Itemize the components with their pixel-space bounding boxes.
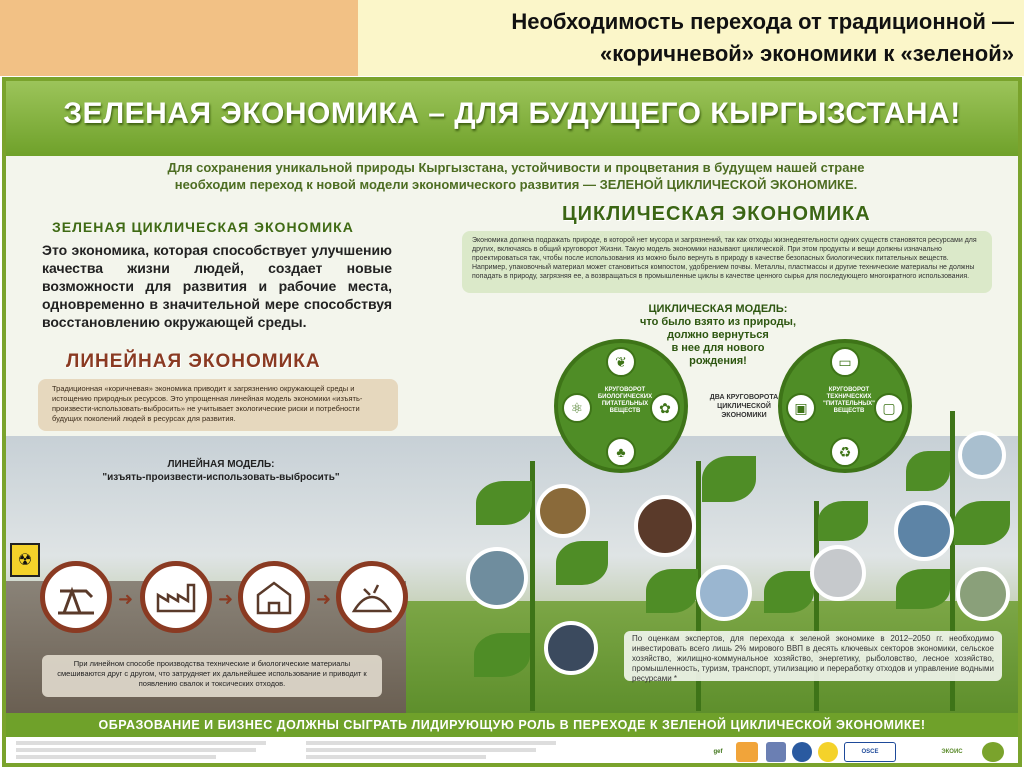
sector-leaf xyxy=(476,481,532,525)
undp-logo xyxy=(766,742,786,762)
poster xyxy=(2,77,1022,767)
header-accent-block xyxy=(0,0,358,76)
linear-economy-title: ЛИНЕЙНАЯ ЭКОНОМИКА xyxy=(66,351,321,372)
sector-leaf xyxy=(906,451,950,491)
technical-cycle-diagram xyxy=(778,339,912,473)
sector-leaf xyxy=(764,571,814,613)
bio-cycle-label: КРУГОВОРОТ БИОЛОГИЧЕСКИХ ПИТАТЕЛЬНЫХ ВЕЩЕСТВ xyxy=(597,387,653,414)
cows-photo xyxy=(536,484,590,538)
slide-title-line1: Необходимость перехода от традиционной — xyxy=(511,9,1014,34)
biological-cycle-diagram xyxy=(554,339,688,473)
house-icon xyxy=(238,561,310,633)
sector-leaf xyxy=(818,501,868,541)
credits-strip xyxy=(6,737,1018,767)
sector-leaf xyxy=(896,569,950,609)
poster-intro xyxy=(126,159,906,193)
poster-intro-line1: Для сохранения уникальной природы Кыргызстана, устойчивости и процветания в будущем нашей стране xyxy=(167,160,865,175)
solar-tower-photo xyxy=(466,547,528,609)
cyclic-model-line2: что было взято из природы, xyxy=(639,316,796,328)
green-cyclic-body: Это экономика, которая способствует улучшению качества жизни людей, создает новые возможности для развития и рабочие места, одновременно в значительной мере способствуя восстановлению окружающей среды. xyxy=(42,242,392,330)
credits-center-text xyxy=(306,741,566,759)
boxes-icon: ▣ xyxy=(786,393,816,423)
molecule-icon: ⚛ xyxy=(562,393,592,423)
cyclic-economy-body: Экономика должна подражать природе, в которой нет мусора и загрязнений, так как отходы жизнедеятельности одних существ становятся ресурсами для других, включаясь в общий круговорот Жизни. Такую модель экономики называют циклической. При этом продукты и вещи должны изначально проектироваться так, чтобы после использования из можно было вернуть в природу в качестве безопасных биологических питательных веществ. Например, упаковочный материал может становиться компостом, удобрением почвы. Металлы, пластмассы и другие технические материалы не должны попадать в природу, загрязняя ее, а возвращаться в промышленные циклы в качестве ценного сырья для последующего многократного использования. xyxy=(462,231,992,293)
train-photo xyxy=(810,545,866,601)
slide-title xyxy=(374,6,1014,70)
poster-banner-title: ЗЕЛЕНАЯ ЭКОНОМИКА – ДЛЯ БУДУЩЕГО КЫРГЫЗСТАНА! xyxy=(63,97,961,130)
sector-leaf xyxy=(646,569,698,613)
slide-title-line2: «коричневой» экономики к «зеленой» xyxy=(599,41,1014,66)
rabbit-icon: ✿ xyxy=(650,393,680,423)
city-photo xyxy=(958,431,1006,479)
partner-logo xyxy=(818,742,838,762)
linear-model-caption xyxy=(66,458,376,484)
poster-intro-line2: необходим переход к новой модели экономического развития — ЗЕЛЕНОЙ ЦИКЛИЧЕСКОЙ ЭКОНОМИКЕ. xyxy=(174,177,858,192)
factory-icon xyxy=(140,561,212,633)
sector-leaf xyxy=(702,456,756,502)
river-photo xyxy=(894,501,954,561)
linear-model-icons xyxy=(40,561,410,641)
sector-leaf xyxy=(556,541,608,585)
un-logo xyxy=(792,742,812,762)
sprout-icon: ❦ xyxy=(606,347,636,377)
credits-left-text xyxy=(16,741,276,759)
cyclic-model-line1: ЦИКЛИЧЕСКАЯ МОДЕЛЬ: xyxy=(648,303,788,315)
linear-economy-body: Традиционная «коричневая» экономика приводит к загрязнению окружающей среды и истощению природных ресурсов. Это упрощенная линейная модель экономики «изъять-произвести-использовать-выбросить» не учитывает экологические риски и потребности будущих поколений людей в ресурсах для развития. xyxy=(38,379,398,431)
arrow-right-icon: ➜ xyxy=(218,589,234,609)
linear-model-label: ЛИНЕЙНАЯ МОДЕЛЬ: xyxy=(167,459,275,470)
cyclic-model-line4: в нее для нового xyxy=(671,342,765,354)
arrow-right-icon: ➜ xyxy=(316,589,332,609)
partner-logo xyxy=(982,742,1004,762)
green-cyclic-title: ЗЕЛЕНАЯ ЦИКЛИЧЕСКАЯ ЭКОНОМИКА xyxy=(52,219,354,235)
cyclic-model-line3: должно вернуться xyxy=(667,329,769,341)
gef-logo: gef xyxy=(713,749,723,755)
wind-turbine-photo xyxy=(696,565,752,621)
oil-pump-icon xyxy=(40,561,112,633)
two-cycles-label: ДВА КРУГОВОРОТА ЦИКЛИЧЕСКОЙ ЭКОНОМИКИ xyxy=(709,394,779,419)
sector-leaf xyxy=(474,633,530,677)
osce-logo: OSCE xyxy=(844,742,896,762)
ekois-logo: ЭКОИС xyxy=(941,749,963,755)
arrow-right-icon: ➜ xyxy=(118,589,134,609)
tv-icon: ▢ xyxy=(874,393,904,423)
partner-logo xyxy=(736,742,758,762)
radiation-hazard-icon: ☢ xyxy=(10,543,40,577)
solar-panels-photo xyxy=(544,621,598,675)
slide-header xyxy=(0,0,1024,76)
linear-economy-note: При линейном способе производства технические и биологические материалы смешиваются друг с другом, что затрудняет их дальнейшее использование и приводит к появлению свалок и токсических отходов. xyxy=(42,655,382,697)
horses-photo xyxy=(956,567,1010,621)
landfill-icon xyxy=(336,561,408,633)
experts-estimate-text: По оценкам экспертов, для перехода к зеленой экономике в 2012–2050 гг. необходимо инвестировать всего лишь 2% мирового ВВП в десять ключевых секторов экономики, сельское хозяйство, жилищно-коммунальное хозяйство, энергетику, рыболовство, лесное хозяйство, промышленность, туризм, транспорт, утилизацию и переработку отходов и управление водными ресурсами * xyxy=(624,631,1002,681)
cyclic-economy-title: ЦИКЛИЧЕСКАЯ ЭКОНОМИКА xyxy=(562,203,871,225)
footer-banner-text: ОБРАЗОВАНИЕ И БИЗНЕС ДОЛЖНЫ СЫГРАТЬ ЛИДИРУЮЩУЮ РОЛЬ В ПЕРЕХОДЕ К ЗЕЛЕНОЙ ЦИКЛИЧЕСКОЙ ЭКОНОМИКЕ! xyxy=(98,718,926,732)
recycle-bin-icon: ♻ xyxy=(830,437,860,467)
sector-leaf xyxy=(954,501,1010,545)
bottles-photo xyxy=(634,495,696,557)
cyclic-model-line5: рождения! xyxy=(689,355,747,367)
tech-cycle-label: КРУГОВОРОТ ТЕХНИЧЕСКИХ "ПИТАТЕЛЬНЫХ" ВЕЩЕСТВ xyxy=(822,387,876,414)
linear-model-text: "изъять-произвести-использовать-выбросить" xyxy=(102,472,340,483)
bread-icon: ▭ xyxy=(830,347,860,377)
mushroom-icon: ♣ xyxy=(606,437,636,467)
